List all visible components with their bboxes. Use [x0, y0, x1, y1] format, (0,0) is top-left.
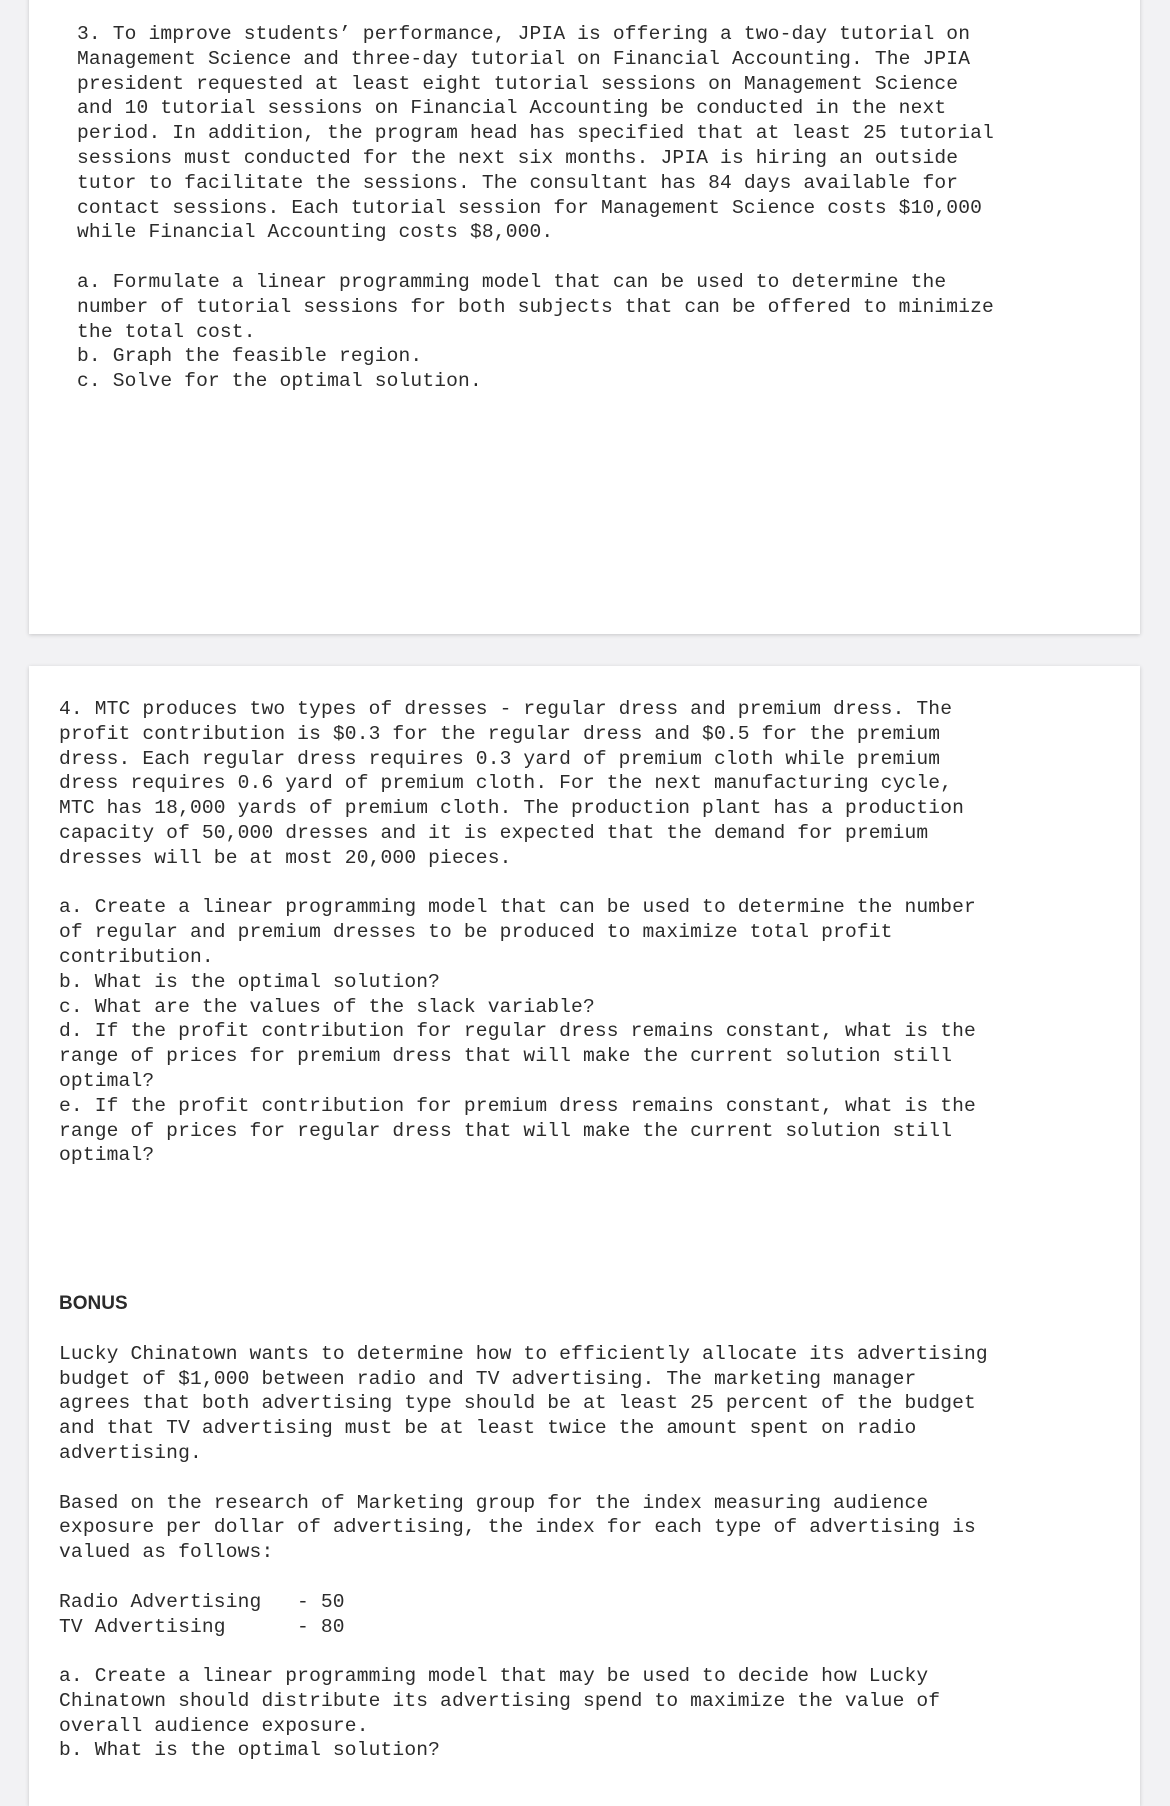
spacer: [59, 1317, 1100, 1342]
index-row-radio: [59, 1590, 1100, 1615]
bonus-heading: BONUS: [59, 1293, 128, 1315]
page-card-top: [29, 0, 1140, 634]
spacer: [77, 245, 1100, 270]
spacer: [59, 1168, 1100, 1292]
index-value-tv: - 80: [297, 1615, 345, 1638]
spacer: [59, 1565, 1100, 1590]
problem-3-question-c: c. Solve for the optimal solution.: [77, 370, 482, 393]
spacer: [59, 1639, 1100, 1664]
index-row-tv: [59, 1615, 1100, 1640]
bonus-text: Lucky Chinatown wants to determine how to efficiently allocate its advertising budget of $1,000 between radio and TV advertising. The marketing manager agrees that both advertising type should be at least 25 percent of the budget and that TV advertising must be at least twice the amount spent on radio advertising.: [59, 1342, 988, 1464]
index-value-radio: - 50: [297, 1590, 345, 1613]
problem-3-question-a: a. Formulate a linear programming model that can be used to determine the number of tutorial sessions for both subjects that can be offered to minimize the total cost.: [77, 270, 994, 343]
problem-4-question-d: d. If the profit contribution for regular dress remains constant, what is the range of prices for premium dress that will make the current solution still optimal?: [59, 1020, 976, 1092]
bonus-question-b: b. What is the optimal solution?: [59, 1739, 441, 1762]
problem-4-question-a: a. Create a linear programming model that can be used to determine the number of regular and premium dresses to be produced to maximize total profit contribution.: [59, 896, 976, 968]
problem-3-question-b: b. Graph the feasible region.: [77, 345, 423, 368]
problem-4-text: 4. MTC produces two types of dresses - regular dress and premium dress. The profit contribution is $0.3 for the regular dress and $0.5 for the premium dress. Each regular dress requires 0.3 yard of premium cloth while premium dress requires 0.6 yard of premium cloth. For the next manufacturing cycle, MTC has 18,000 yards of premium cloth. The production plant has a production capacity of 50,000 dresses and it is expected that the demand for premium dresses will be at most 20,000 pieces.: [59, 698, 965, 869]
index-label-tv: TV Advertising: [59, 1615, 226, 1638]
bonus-research-text: Based on the research of Marketing group for the index measuring audience exposure per dollar of advertising, the index for each type of advertising is valued as follows:: [59, 1491, 976, 1564]
spacer: [59, 1466, 1100, 1491]
problem-4-question-c: c. What are the values of the slack variable?: [59, 995, 595, 1018]
page-card-bottom: [29, 666, 1140, 1806]
problem-4-question-e: e. If the profit contribution for premium dress remains constant, what is the range of prices for regular dress that will make the current solution still optimal?: [59, 1094, 976, 1167]
problem-3-text: 3. To improve students’ performance, JPIA is offering a two-day tutorial on Management Science and three-day tutorial on Financial Accounting. The JPIA president requested at least eight tutorial sessions on Management Science and 10 tutorial sessions on Financial Accounting be conducted in the next period. In addition, the program head has specified that at least 25 tutorial sessions must conducted for the next six months. JPIA is hiring an outside tutor to facilitate the sessions. The consultant has 84 days available for contact sessions. Each tutorial session for Management Science costs $10,000 while Financial Accounting costs $8,000.: [77, 23, 994, 244]
bonus-question-a: a. Create a linear programming model that may be used to decide how Lucky Chinatown should distribute its advertising spend to maximize the value of overall audience exposure.: [59, 1665, 941, 1737]
index-label-radio: Radio Advertising: [59, 1590, 262, 1613]
problem-4-question-b: b. What is the optimal solution?: [59, 970, 441, 993]
spacer: [59, 871, 1100, 896]
